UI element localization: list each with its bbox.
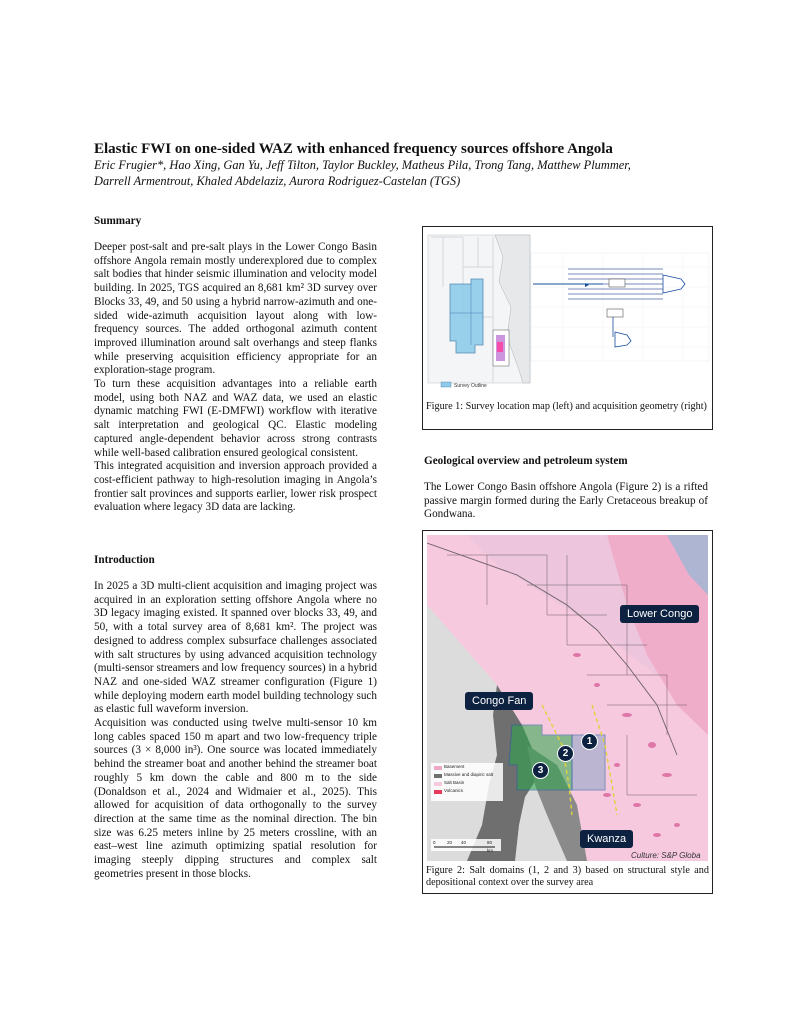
introduction-paragraph-1: In 2025 a 3D multi-client acquisition and imaging project was acquired in an exploration setting offshore Angola where no 3D legacy imaging existed. It spanned over blocks 33, 49, and 50, with a total survey area of 8,681 km². The project was designed to address complex subsurface challenges associated with salt structures by using advanced acquisition technology (multi-sensor streamers and low frequency sources) in a hybrid NAZ and one-sided WAZ streamer configuration (Figure 1) while deploying modern earth model building technology such as elastic full waveform inversion.	[94, 580, 377, 716]
scale-tick-20: 20	[447, 840, 453, 845]
figure-2-caption: Figure 2: Salt domains (1, 2 and 3) based on structural style and depositional context over the survey area	[426, 865, 709, 888]
authors-line-1: Eric Frugier*, Hao Xing, Gan Yu, Jeff Tilton, Taylor Buckley, Matheus Pila, Trong Tang, Matthew Plummer,	[94, 158, 631, 172]
introduction-heading: Introduction	[94, 554, 155, 566]
introduction-section	[94, 580, 377, 881]
introduction-paragraph-2: Acquisition was conducted using twelve multi-sensor 10 km long cables spaced 150 m apart and two low-frequency triple sources (3 × 8,000 in³). One source was located immediately behind the streamer boat and another behind the streamer boat roughly 5 km down the cable and 800 m to the side (Donaldson et al., 2024 and Widmaier et al., 2025). This allowed for acquisition of data orthogonally to the survey direction at the same time as the nominal direction. The bin size was 6.25 meters inline by 25 meters crossline, with an east–west line azimuth optimizing spatial resolution for imaging steeply dipping structures and complex salt geometries present in those blocks.	[94, 717, 377, 880]
label-congo-fan: Congo Fan	[465, 692, 533, 710]
author-list	[94, 157, 734, 189]
geology-paragraph-1: The Lower Congo Basin offshore Angola (Figure 2) is a rifted passive margin formed during the Early Cretaceous breakup of Gondwana.	[424, 481, 708, 521]
figure-2	[422, 530, 713, 894]
legend-item-salt-basin: Salt Basin	[444, 780, 465, 785]
figure-1-caption: Figure 1: Survey location map (left) and acquisition geometry (right)	[426, 401, 707, 412]
label-lower-congo: Lower Congo	[620, 605, 699, 623]
summary-paragraph-3: This integrated acquisition and inversion approach provided a cost-efficient pathway to high-resolution imaging in Angola’s frontier salt provinces and supports earlier, lower risk prospect evaluation where legacy 3D data are lacking.	[94, 460, 377, 514]
summary-section	[94, 241, 377, 515]
scale-tick-0: 0	[433, 840, 436, 845]
legend-item-massive-salt: Massive and diapiric salt	[444, 772, 494, 777]
scale-tick-80: 80	[487, 840, 493, 845]
scale-tick-40: 40	[461, 840, 467, 845]
salt-domain-3: 3	[532, 762, 549, 779]
figure-1	[422, 226, 713, 430]
geology-heading: Geological overview and petroleum system	[424, 455, 628, 467]
authors-line-2: Darrell Armentrout, Khaled Abdelaziz, Aurora Rodriguez-Castelan (TGS)	[94, 174, 461, 188]
legend-item-volcanics: Volcanics	[444, 788, 464, 793]
figure-1-legend: Survey Outline	[454, 383, 487, 389]
paper-title: Elastic FWI on one-sided WAZ with enhanced frequency sources offshore Angola	[94, 141, 613, 157]
figure-2-map	[427, 535, 708, 861]
summary-paragraph-2: To turn these acquisition advantages into a reliable earth model, using both NAZ and WAZ data, we used an elastic dynamic matching FWI (E-DMFWI) workflow with iterative salt interpretation and geological QC. Elastic modeling captured angle-dependent behavior across strong contrasts while well-based calibration ensured geological consistent.	[94, 378, 377, 459]
culture-credit: Culture: S&P Globa	[631, 851, 701, 860]
salt-domain-2: 2	[557, 745, 574, 762]
summary-paragraph-1: Deeper post-salt and pre-salt plays in the Lower Congo Basin offshore Angola remain mostly underexplored due to complex salt bodies that hinder seismic illumination and velocity model building. In 2025, TGS acquired an 8,681 km² 3D survey over Blocks 33, 49, and 50 using a hybrid narrow-azimuth and one-sided wide-azimuth acquisition layout along with low-frequency sources. The added orthogonal azimuth content improved illumination around salt overhangs and steep flanks while preserving acquisition efficiency appropriate for an exploration-stage program.	[94, 241, 377, 377]
scale-unit: km	[487, 848, 493, 853]
label-kwanza: Kwanza	[580, 830, 633, 848]
legend-item-basement: Basement	[444, 764, 465, 769]
figure-1-image	[423, 227, 712, 399]
geology-section	[424, 481, 708, 522]
salt-domain-1: 1	[581, 733, 598, 750]
summary-heading: Summary	[94, 215, 142, 227]
